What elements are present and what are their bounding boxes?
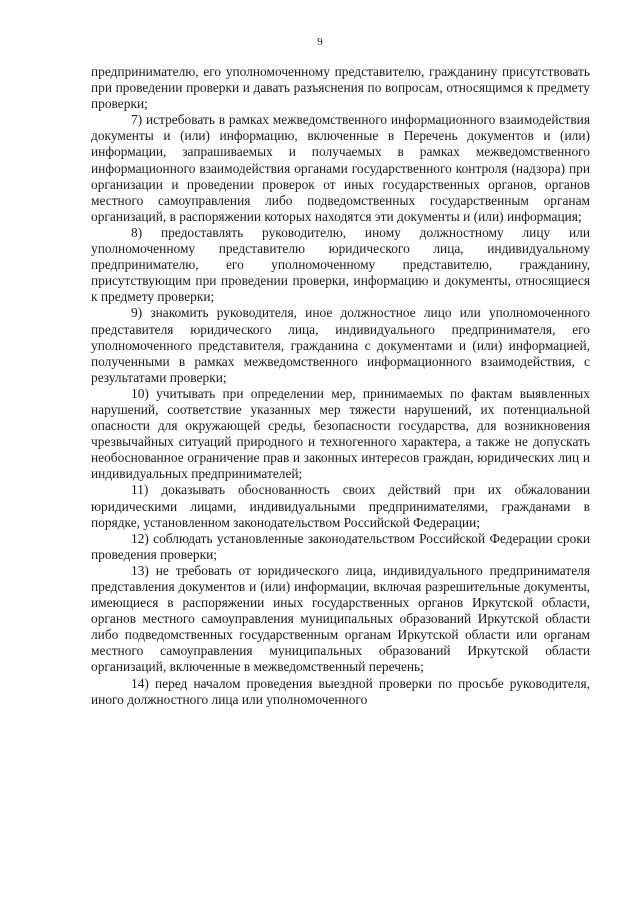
document-body <box>91 64 590 708</box>
paragraph-item-14: 14) перед началом проведения выездной проверки по просьбе руководителя, иного должностного лица или уполномоченного <box>91 675 590 707</box>
paragraph-item-13: 13) не требовать от юридического лица, индивидуального предпринимателя представления документов и (или) информации, включая разрешительные документы, имеющиеся в распоряжении иных государственных органов Иркутской области, органов местного самоуправления муниципальных образований Иркутской области либо подведомственных государственным органам Иркутской области или органам местного самоуправления муниципальных образований Иркутской области организаций, включенные в межведомственный перечень; <box>91 562 590 675</box>
page-number: 9 <box>317 36 323 48</box>
paragraph-item-12: 12) соблюдать установленные законодательством Российской Федерации сроки проведения проверки; <box>91 530 590 562</box>
paragraph-continuation: предпринимателю, его уполномоченному представителю, гражданину присутствовать при проведении проверки и давать разъяснения по вопросам, относящимся к предмету проверки; <box>91 64 590 112</box>
paragraph-item-9: 9) знакомить руководителя, иное должностное лицо или уполномоченного представителя юридического лица, индивидуального предпринимателя, его уполномоченного представителя, гражданина с документами и (или) информацией, полученными в рамках межведомственного информационного взаимодействия, с результатами проверки; <box>91 305 590 385</box>
paragraph-item-10: 10) учитывать при определении мер, принимаемых по фактам выявленных нарушений, соответствие указанных мер тяжести нарушений, их потенциальной опасности для окружающей среды, безопасности государства, для возникновения чрезвычайных ситуаций природного и техногенного характера, а также не допускать необоснованное ограничение прав и законных интересов граждан, юридических лиц и индивидуальных предпринимателей; <box>91 385 590 482</box>
paragraph-item-11: 11) доказывать обоснованность своих действий при их обжаловании юридическими лицами, индивидуальными предпринимателями, гражданами в порядке, установленном законодательством Российской Федерации; <box>91 482 590 530</box>
paragraph-item-7: 7) истребовать в рамках межведомственного информационного взаимодействия документы и (или) информацию, включенные в Перечень документов и (или) информации, запрашиваемых и получаемых в рамках межведомственного информационного взаимодействия органами государственного контроля (надзора) при организации и проведении проверок от иных государственных органов, органов местного самоуправления либо подведомственных государственным органам организаций, в распоряжении которых находятся эти документы и (или) информация; <box>91 112 590 224</box>
paragraph-item-8: 8) предоставлять руководителю, иному должностному лицу или уполномоченному представителю юридического лица, индивидуальному предпринимателю, его уполномоченному представителю, гражданину, присутствующим при проведении проверки, информацию и документы, относящиеся к предмету проверки; <box>91 224 590 305</box>
